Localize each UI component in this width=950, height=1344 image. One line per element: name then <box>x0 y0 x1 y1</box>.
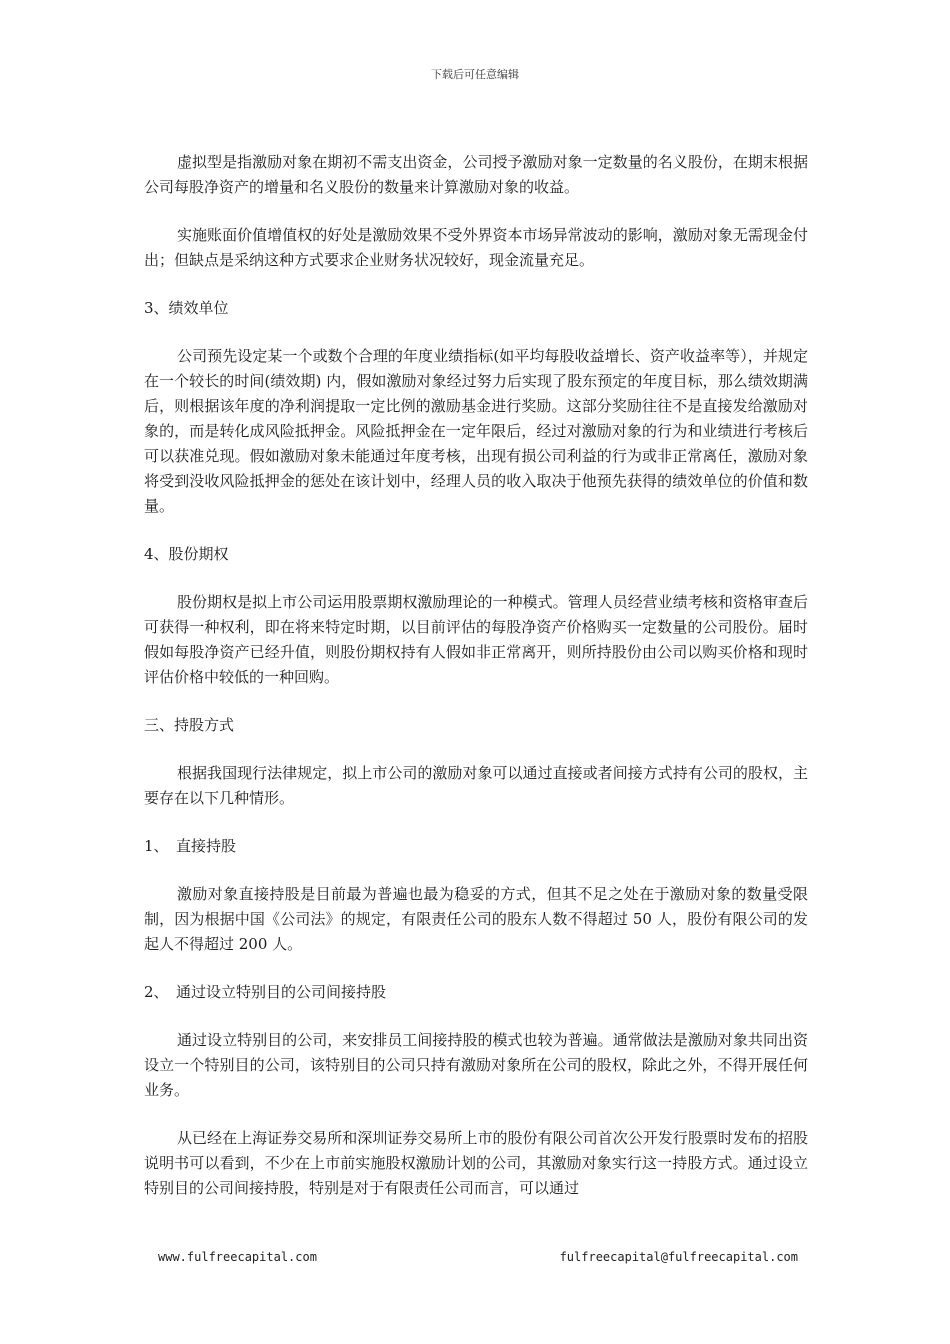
paragraph: 虚拟型是指激励对象在期初不需支出资金，公司授予激励对象一定数量的名义股份，在期末根据公司每股净资产的增量和名义股份的数量来计算激励对象的收益。 <box>144 153 808 196</box>
section-heading: 4、股份期权 <box>144 545 229 563</box>
paragraph: 股份期权是拟上市公司运用股票期权激励理论的一种模式。管理人员经营业绩考核和资格审查后可获得一种权利，即在将来特定时期，以目前评估的每股净资产价格购买一定数量的公司股份。届时假如每股净资产已经升值，则股份期权持有人假如非正常离开，则所持股份由公司以购买价格和现时评估价格中较低的一种回购。 <box>144 593 808 686</box>
section-heading: 三、持股方式 <box>144 716 235 734</box>
paragraph: 从已经在上海证券交易所和深圳证券交易所上市的股份有限公司首次公开发行股票时发布的招股说明书可以看到，不少在上市前实施股权激励计划的公司，其激励对象实行这一持股方式。通过设立特别目的公司间接持股，特别是对于有限责任公司而言，可以通过 <box>144 1129 808 1197</box>
paragraph: 激励对象直接持股是目前最为普遍也最为稳妥的方式，但其不足之处在于激励对象的数量受限制，因为根据中国《公司法》的规定，有限责任公司的股东人数不得超过 50 人，股份有限公司的发起人不得超过 200 人。 <box>144 885 808 953</box>
section-heading: 3、绩效单位 <box>144 299 229 317</box>
paragraph: 通过设立特别目的公司，来安排员工间接持股的模式也较为普遍。通常做法是激励对象共同出资设立一个特别目的公司，该特别目的公司只持有激励对象所在公司的股权，除此之外，不得开展任何业务。 <box>144 1031 808 1099</box>
footer-website: www.fulfreecapital.com <box>158 1250 317 1264</box>
section-heading: 1、 直接持股 <box>144 837 237 855</box>
section-heading: 2、 通过设立特别目的公司间接持股 <box>144 983 387 1001</box>
paragraph: 实施账面价值增值权的好处是激励效果不受外界资本市场异常波动的影响，激励对象无需现金付出；但缺点是采纳这种方式要求企业财务状况较好，现金流量充足。 <box>144 226 808 269</box>
document-body <box>144 150 808 1224</box>
paragraph: 公司预先设定某一个或数个合理的年度业绩指标(如平均每股收益增长、资产收益率等），并规定在一个较长的时间(绩效期) 内，假如激励对象经过努力后实现了股东预定的年度目标，那么绩效期满后，则根据该年度的净利润提取一定比例的激励基金进行奖励。这部分奖励往往不是直接发给激励对象的，而是转化成风险抵押金。风险抵押金在一定年限后，经过对激励对象的行为和业绩进行考核后可以获准兑现。假如激励对象未能通过年度考核，出现有损公司利益的行为或非正常离任，激励对象将受到没收风险抵押金的惩处在该计划中，经理人员的收入取决于他预先获得的绩效单位的价值和数量。 <box>144 347 808 515</box>
footer-email: fulfreecapital@fulfreecapital.com <box>559 1250 798 1264</box>
paragraph: 根据我国现行法律规定，拟上市公司的激励对象可以通过直接或者间接方式持有公司的股权，主要存在以下几种情形。 <box>144 764 808 807</box>
page-header: 下载后可任意编辑 <box>431 68 519 81</box>
